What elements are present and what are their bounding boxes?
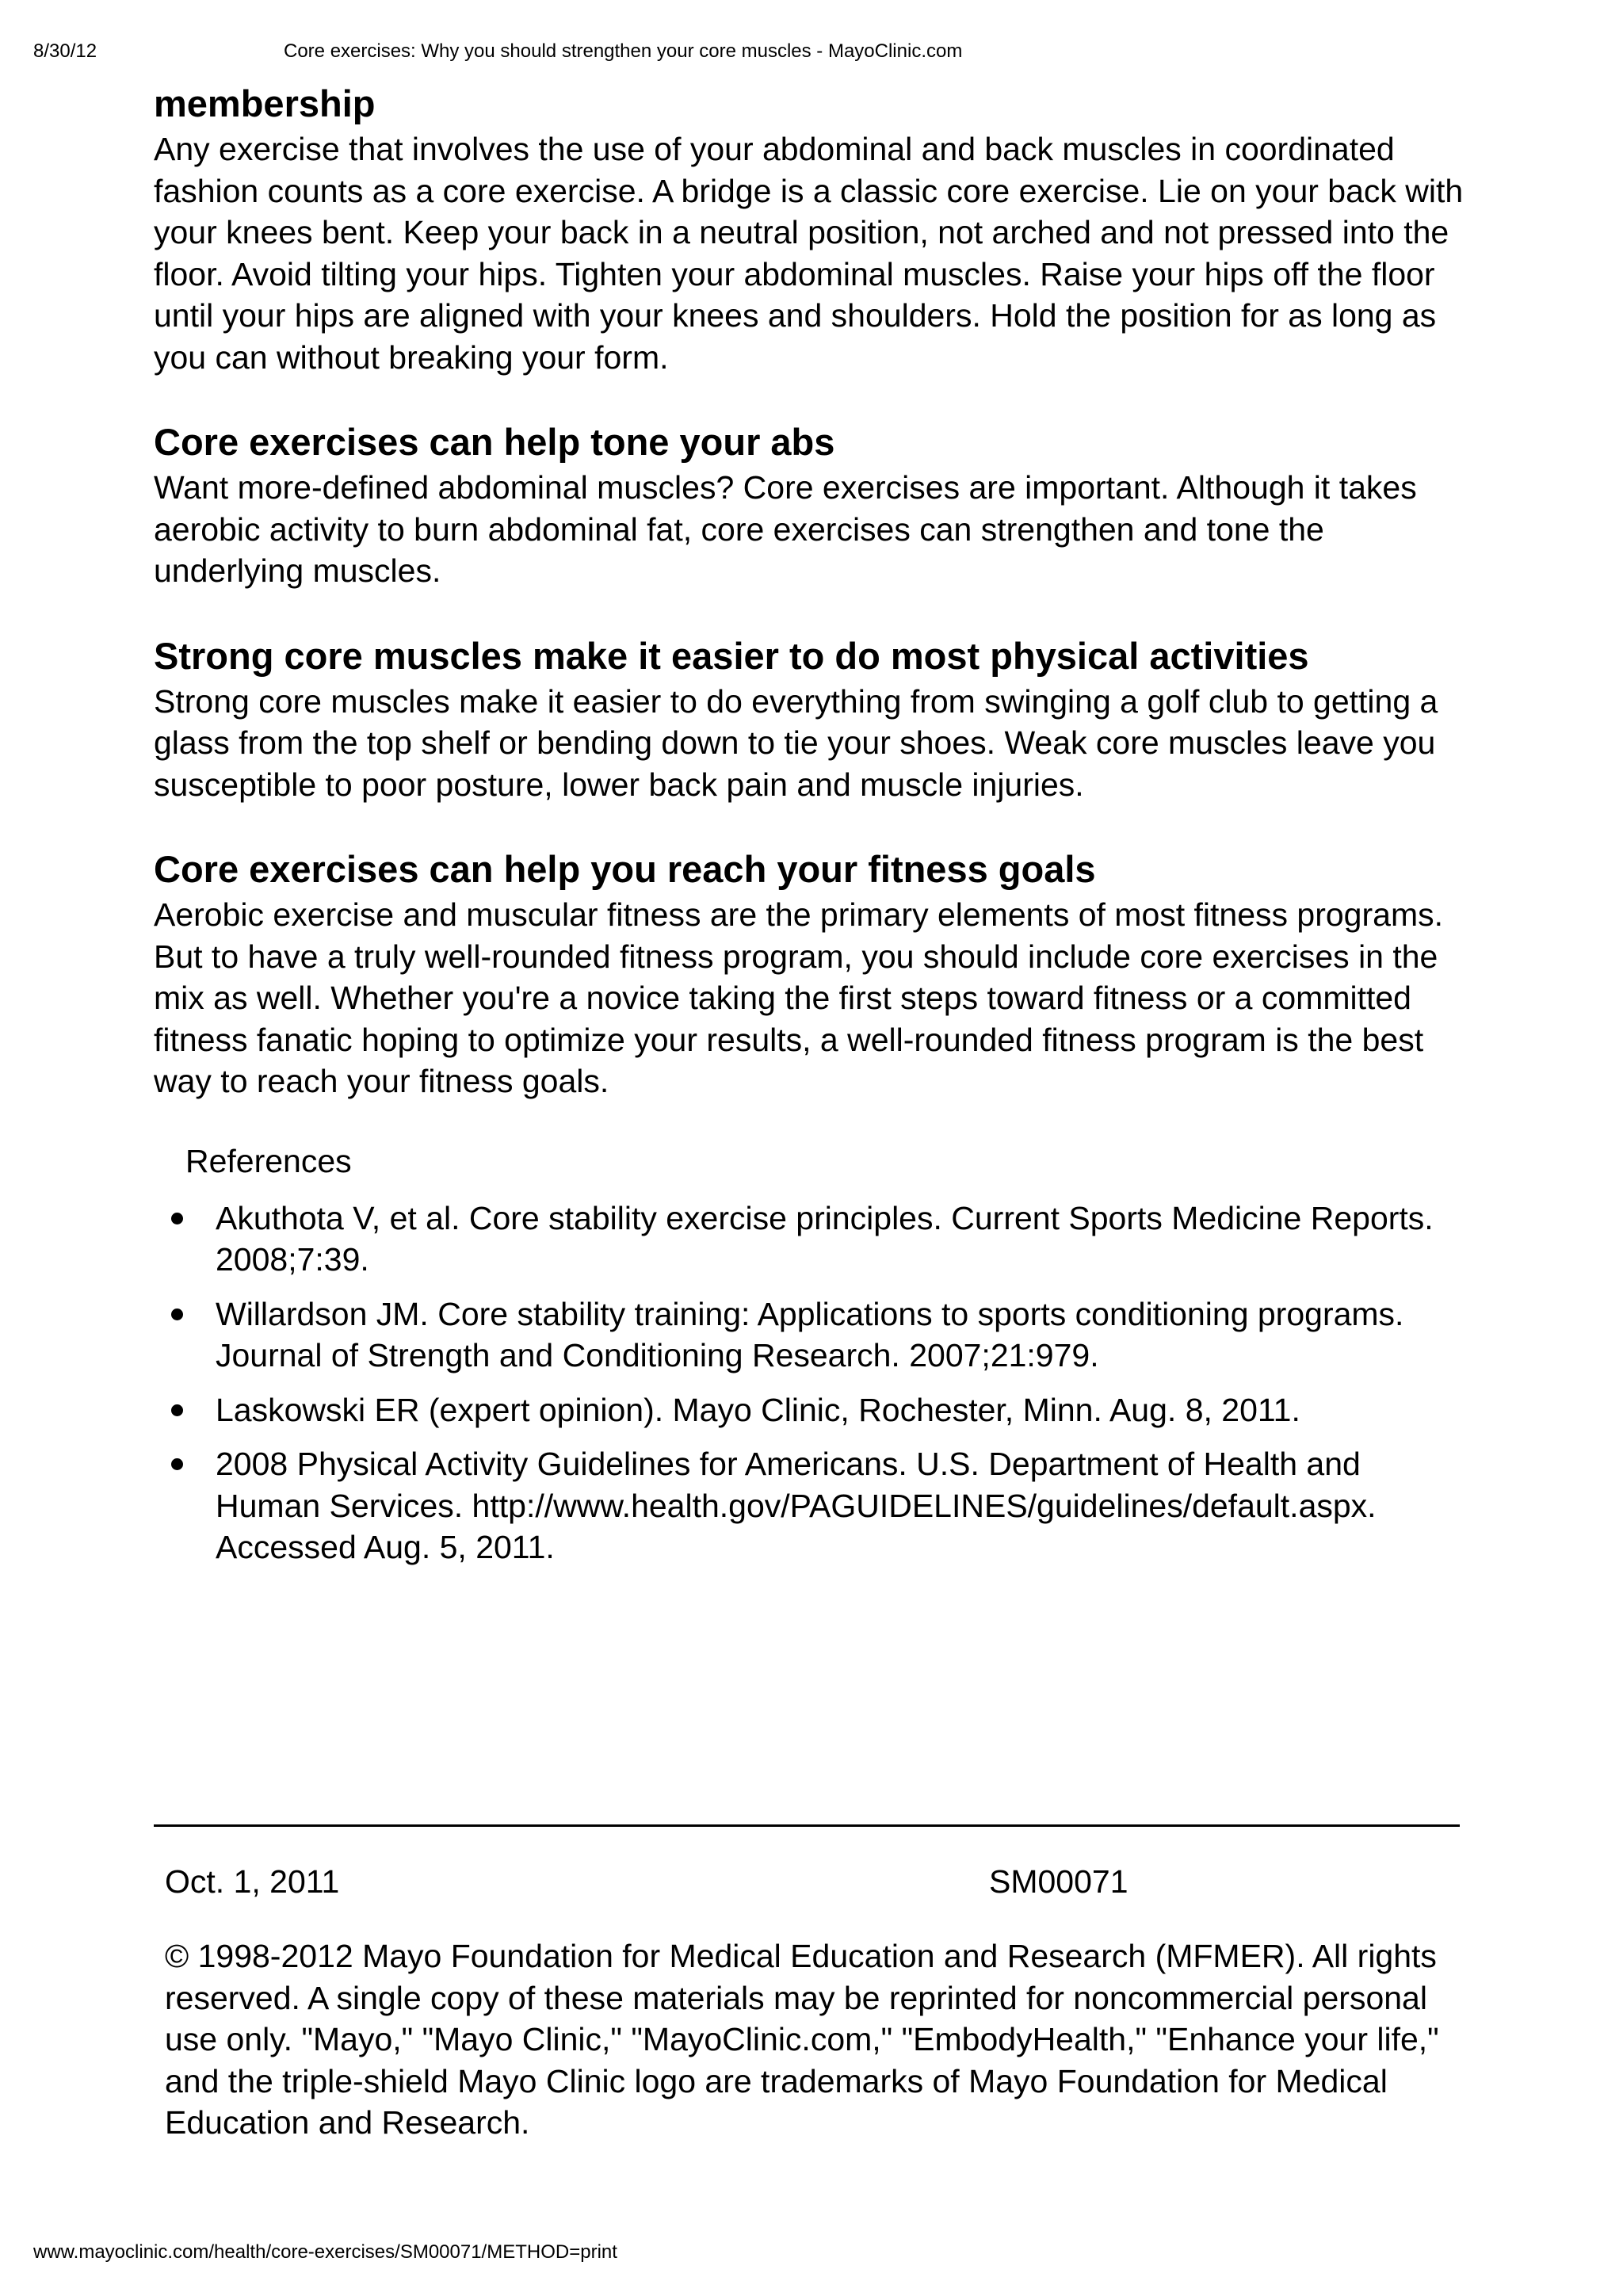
bullet-icon <box>171 1458 183 1470</box>
section-body-bridge: Any exercise that involves the use of your abdominal and back muscles in coordinated fashion counts as a core exercise. A bridge is a classic core exercise. Lie on your back with your knees bent. Keep your back in a neutral position, not arched and not pressed into the floor. Avoid tilting your hips. Tighten your abdominal muscles. Raise your hips off the floor until your hips are aligned with your knees and shoulders. Hold the position for as long as you can without breaking your form. <box>154 131 1464 376</box>
section-heading-tone-abs: Core exercises can help tone your abs <box>154 421 835 463</box>
article-meta <box>165 1861 1465 1902</box>
reference-text: 2008 Physical Activity Guidelines for Americans. U.S. Department of Health and Human Services. http://www.health.gov/PAGUIDELINES/guidelines/default.aspx. Accessed Aug. 5, 2011. <box>216 1446 1377 1565</box>
bullet-icon <box>171 1213 183 1224</box>
article-code: SM00071 <box>989 1863 1128 1900</box>
section-body-fitness-goals: Aerobic exercise and muscular fitness are the primary elements of most fitness programs. But to have a truly well-rounded fitness program, you should include core exercises in the mix as well. Whether you're a novice taking the first steps toward fitness or a committed fitness fanatic hoping to optimize your results, a well-rounded fitness program is the best way to reach your fitness goals. <box>154 896 1443 1099</box>
section-heading-membership: membership <box>154 82 376 124</box>
reference-item <box>154 1443 1469 1568</box>
copyright-notice: © 1998-2012 Mayo Foundation for Medical Education and Research (MFMER). All rights reserved. A single copy of these materials may be reprinted for noncommercial personal use only. "Mayo," "Mayo Clinic," "MayoClinic.com," "EmbodyHealth," "Enhance your life," and the triple-shield Mayo Clinic logo are trademarks of Mayo Foundation for Medical Education and Research. <box>165 1938 1439 2141</box>
print-footer-url: www.mayoclinic.com/health/core-exercises/SM00071/METHOD=print <box>33 2241 617 2263</box>
references-list <box>154 1198 1469 1568</box>
section-heading-fitness-goals: Core exercises can help you reach your fitness goals <box>154 848 1096 890</box>
bullet-icon <box>171 1308 183 1320</box>
print-date: 8/30/12 <box>33 40 97 62</box>
section-body-physical-activities: Strong core muscles make it easier to do everything from swinging a golf club to getting a glass from the top shelf or bending down to tie your shoes. Weak core muscles leave you susceptible to poor posture, lower back pain and muscle injuries. <box>154 682 1438 803</box>
article-content <box>154 79 1469 1581</box>
section-heading-physical-activities: Strong core muscles make it easier to do most physical activities <box>154 634 1309 677</box>
references-title: References <box>185 1142 352 1179</box>
reference-item <box>154 1198 1469 1281</box>
reference-text: Laskowski ER (expert opinion). Mayo Clinic, Rochester, Minn. Aug. 8, 2011. <box>216 1391 1300 1428</box>
reference-item <box>154 1293 1469 1377</box>
article-date: Oct. 1, 2011 <box>165 1863 340 1900</box>
horizontal-divider <box>154 1824 1460 1827</box>
reference-text: Akuthota V, et al. Core stability exercise principles. Current Sports Medicine Reports. 2008;7:39. <box>216 1199 1434 1278</box>
print-page-title: Core exercises: Why you should strengthen your core muscles - MayoClinic.com <box>284 40 963 62</box>
reference-item <box>154 1389 1469 1431</box>
bullet-icon <box>171 1404 183 1416</box>
section-body-tone-abs: Want more-defined abdominal muscles? Core exercises are important. Although it takes aerobic activity to burn abdominal fat, core exercises can strengthen and tone the underlying muscles. <box>154 469 1417 589</box>
reference-text: Willardson JM. Core stability training: Applications to sports conditioning programs. Journal of Strength and Conditioning Research. 2007;21:979. <box>216 1295 1404 1373</box>
